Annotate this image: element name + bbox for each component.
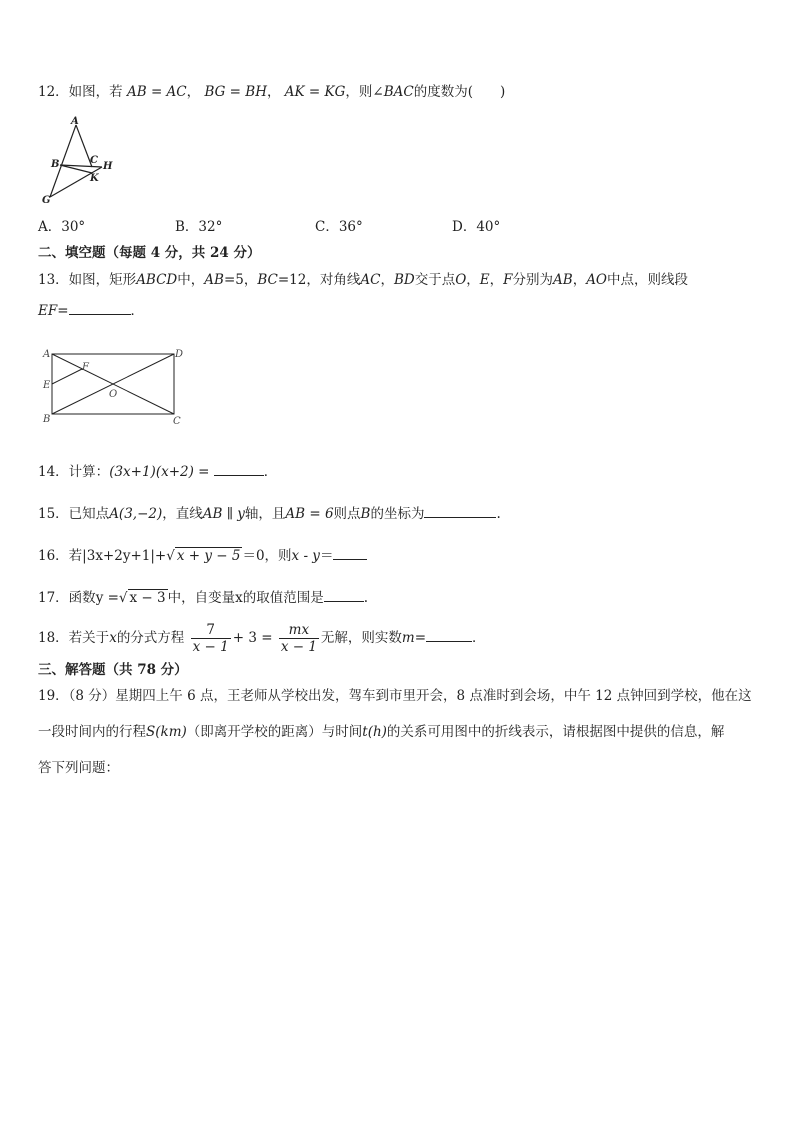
label-h: H [103,161,113,172]
q15-stem: 15．已知点A(3,−2)，直线AB ∥ y轴，且AB = 6则点B的坐标为 . [38,503,501,524]
q19-line-1: 19．（8 分）星期四上午 6 点，王老师从学校出发，驾车到市里开会，8 点准时到会场，中午 12 点钟回到学校，他在这 [38,688,752,704]
section-2-title: 二、填空题（每题 4 分，共 24 分） [38,245,261,261]
q12-eq-bg-bh: BG = BH [204,84,267,100]
label-c: C [173,416,181,427]
label-k: K [90,173,99,184]
q13-answer-blank[interactable] [69,300,131,315]
option-b[interactable]: B．32° [175,219,223,235]
segment-ef [52,369,82,384]
q12-angle: ∠BAC [372,84,414,100]
q17-stem: 17．函数y =√ x − 3 中，自变量x的取值范围是 . [38,587,368,608]
q18-stem: 18．若关于x的分式方程 $\frac{7}{x - 1}$ + 3 = $\frac{mx}{x - 1}$ 无解，则实数m= ． [38,622,486,655]
q19-line-2: 一段时间内的行程S(km)（即离开学校的距离）与时间t(h)的关系可用图中的折线表示，请根据图中提供的信息，解 [38,724,725,740]
q18-answer-blank[interactable] [426,627,472,642]
label-a: A [71,116,79,127]
fraction-7-over-x-minus-1: $\frac{7}{x - 1}$ [192,622,229,655]
q13-rectangle-figure [38,344,188,430]
fraction-mx-over-x-minus-1: $\frac{mx}{x - 1}$ [280,622,317,655]
q12-triangle-figure [38,115,128,207]
label-c: C [90,155,98,166]
label-e: E [43,380,51,391]
option-a[interactable]: A．30° [38,219,86,235]
label-f: F [82,362,89,373]
label-o: O [109,389,118,400]
label-b: B [43,414,51,425]
q19-line-3: 答下列问题： [38,760,119,776]
option-d[interactable]: D．40° [452,219,501,235]
q14-stem: 14．计算：(3x+1)(x+2) = ． [38,461,277,482]
q13-answer-line: EF= ． [38,300,144,321]
q16-stem: 16．若|3x+2y+1|+√ x + y − 5 ＝0，则x - y＝ [38,545,367,566]
label-a: A [43,349,51,360]
label-d: D [175,349,184,360]
q17-answer-blank[interactable] [324,587,364,602]
section-3-title: 三、解答题（共 78 分） [38,662,188,678]
option-c[interactable]: C．36° [315,219,363,235]
sqrt-icon: √ [166,548,175,564]
label-g: G [42,195,51,206]
q14-expression: (3x+1)(x+2) = [109,464,210,480]
q12-stem: 12．如图，若 AB = AC， BG = BH， AK = KG，则∠BAC的度数为( ) [38,84,506,100]
label-b: B [51,159,60,170]
q12-eq-ab-ac: AB = AC [126,84,187,100]
q14-answer-blank[interactable] [214,461,264,476]
q16-answer-blank[interactable] [333,545,367,560]
sqrt-icon: √ [118,590,128,606]
q12-eq-ak-kg: AK = KG [284,84,346,100]
q13-stem: 13．如图，矩形ABCD中，AB=5，BC=12，对角线AC，BD交于点O，E，F分别为AB，AO中点，则线段 [38,272,689,288]
q15-answer-blank[interactable] [424,503,496,518]
